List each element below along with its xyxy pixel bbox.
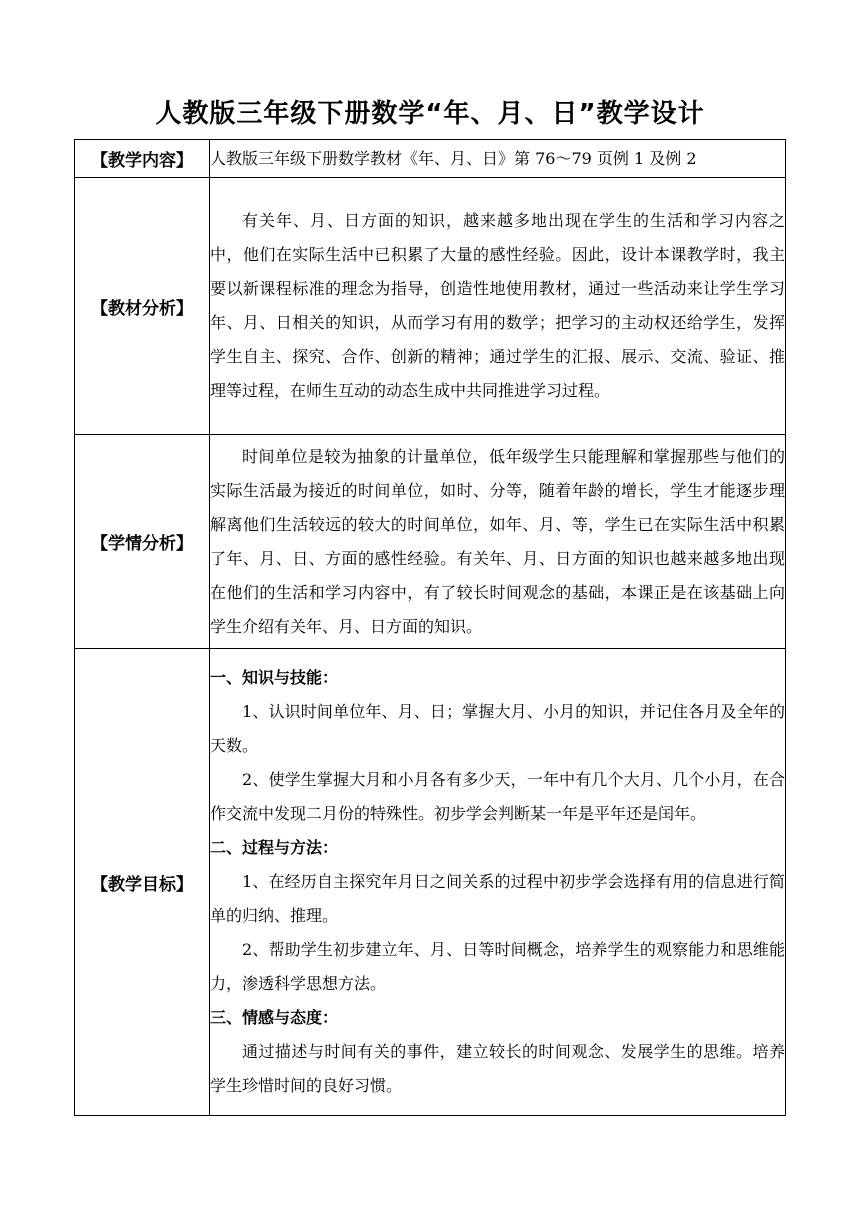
- goal-knowledge-item-2: 2、使学生掌握大月和小月各有多少天，一年中有几个大月、几个小月，在合作交流中发现二月份的特殊性。初步学会判断某一年是平年还是闰年。: [210, 770, 785, 823]
- cell-textbook-analysis: [210, 178, 786, 435]
- label-textbook-analysis: 【教材分析】: [75, 178, 210, 435]
- page-title: 人教版三年级下册数学“年、月、日”教学设计: [155, 99, 705, 129]
- label-teaching-content: 【教学内容】: [75, 140, 210, 178]
- goal-section-attitude-title: 三、情感与态度：: [210, 1008, 339, 1027]
- label-learner-analysis: 【学情分析】: [75, 435, 210, 649]
- text-learner-analysis: 时间单位是较为抽象的计量单位，低年级学生只能理解和掌握那些与他们的实际生活最为接近的时间单位，如时、分等，随着年龄的增长，学生才能逐步理解离他们生活较远的较大的时间单位，如年、月、等，学生已在实际生活中积累了年、月、日、方面的感性经验。有关年、月、日方面的知识也越来越多地出现在他们的生活和学习内容中，有了较长时间观念的基础，本课正是在该基础上向学生介绍有关年、月、日方面的知识。: [210, 446, 785, 636]
- row-learner-analysis: [75, 435, 786, 649]
- label-teaching-goals: 【教学目标】: [75, 649, 210, 1116]
- row-teaching-goals: [75, 649, 786, 1116]
- goal-knowledge-item-1: 1、认识时间单位年、月、日；掌握大月、小月的知识，并记住各月及全年的天数。: [210, 702, 785, 755]
- goal-attitude-item-1: 通过描述与时间有关的事件，建立较长的时间观念、发展学生的思维。培养学生珍惜时间的良好习惯。: [210, 1042, 785, 1095]
- goal-section-process-title: 二、过程与方法：: [210, 838, 339, 857]
- goal-process-item-1: 1、在经历自主探究年月日之间关系的过程中初步学会选择有用的信息进行简单的归纳、推理。: [210, 872, 785, 925]
- cell-learner-analysis: [210, 435, 786, 649]
- text-teaching-content: 人教版三年级下册数学教材《年、月、日》第 76～79 页例 1 及例 2: [210, 140, 786, 178]
- row-textbook-analysis: [75, 178, 786, 435]
- row-teaching-content: [75, 140, 786, 178]
- text-textbook-analysis: 有关年、月、日方面的知识，越来越多地出现在学生的生活和学习内容之中，他们在实际生活中已积累了大量的感性经验。因此，设计本课教学时，我主要以新课程标准的理念为指导，创造性地使用教材，通过一些活动来让学生学习年、月、日相关的知识，从而学习有用的数学；把学习的主动权还给学生，发挥学生自主、探究、合作、创新的精神；通过学生的汇报、展示、交流、验证、推理等过程，在师生互动的动态生成中共同推进学习过程。: [210, 211, 785, 400]
- goal-section-knowledge-title: 一、知识与技能：: [210, 668, 339, 687]
- cell-teaching-goals: [210, 649, 786, 1116]
- goal-process-item-2: 2、帮助学生初步建立年、月、日等时间概念，培养学生的观察能力和思维能力，渗透科学思想方法。: [210, 940, 785, 993]
- lesson-plan-table: [74, 139, 786, 1116]
